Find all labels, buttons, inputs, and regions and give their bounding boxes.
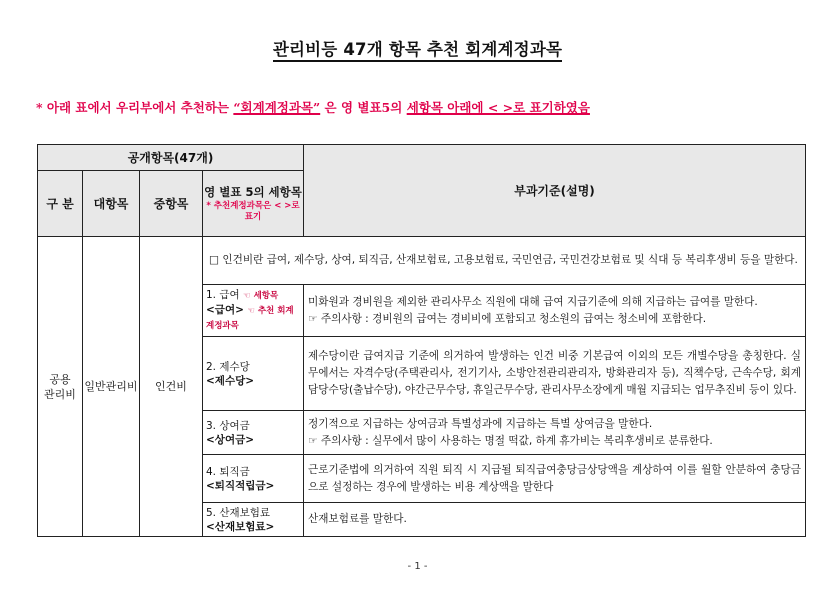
- subitem-label: 3. 상여금: [206, 419, 250, 432]
- notice-quoted: “회계계정과목”: [233, 100, 321, 115]
- cell-division: 공용 관리비: [38, 237, 83, 537]
- criteria-caution: ☞ 주의사항 : 경비원의 급여는 경비비에 포함되고 청소원의 급여는 청소비에 포함한다.: [308, 312, 707, 325]
- account-note: ☜ 추천 회계계정과목: [206, 306, 294, 331]
- notice-line: [36, 98, 826, 116]
- account-name: <산재보험료>: [206, 520, 275, 533]
- criteria-text: 산재보험료를 말한다.: [308, 513, 407, 525]
- criteria-cell: [304, 337, 806, 411]
- notice-prefix: * 아래 표에서 우리부에서 추천하는: [36, 100, 234, 115]
- account-name: <퇴직적립금>: [206, 479, 275, 492]
- subitem-label: 1. 급여: [206, 289, 240, 301]
- subitem-cell: [203, 337, 304, 411]
- header-subitem-note: * 추천계정과목은 < >로 표기: [206, 200, 300, 222]
- criteria-cell: [304, 411, 806, 455]
- header-division: 구 분: [38, 171, 83, 237]
- account-name: <급여>: [206, 304, 244, 316]
- account-name: <상여금>: [206, 433, 255, 446]
- criteria-cell: [304, 455, 806, 503]
- header-subitem: [203, 171, 304, 237]
- page-title: [0, 36, 835, 60]
- criteria-text: 미화원과 경비원을 제외한 관리사무소 직원에 대해 급여 지급기준에 의해 지급하는 급여를 말한다.: [308, 295, 758, 308]
- header-medium: 중항목: [140, 171, 203, 237]
- criteria-text: 제수당이란 급여지급 기준에 의거하여 발생하는 인건 비중 기본급여 이외의 모든 개별수당을 총칭한다. 실무에서는 자격수당(주택관리사, 전기기사, 소방안전관리관리자, 방화관리자 등), 직책수당, 근속수당, 회계담당수당(출납수당), 야간근무수당, 휴일근무수당, 관리사무소장에게 매월 지급되는 업무추진비 등이 있다.: [308, 350, 802, 396]
- criteria-text: 정기적으로 지급하는 상여금과 특별성과에 지급하는 특별 상여금을 말한다.: [308, 417, 653, 430]
- criteria-cell: [304, 285, 806, 337]
- header-criteria: 부과기준(설명): [304, 145, 806, 237]
- header-group: 공개항목(47개): [38, 145, 304, 171]
- subitem-note: ☜ 세항목: [243, 291, 279, 301]
- subitem-label: 2. 제수당: [206, 360, 250, 373]
- intro-row: □ 인건비란 급여, 제수당, 상여, 퇴직금, 산재보험료, 고용보험료, 국민연금, 국민건강보험료 및 식대 등 복리후생비 등을 말한다.: [203, 237, 806, 285]
- account-name: <제수당>: [206, 374, 255, 387]
- notice-middle: 은 영 별표5의: [320, 100, 407, 115]
- cell-medium: 인건비: [140, 237, 203, 537]
- title-text: 관리비등 47개 항목 추천 회계계정과목: [273, 40, 562, 62]
- subitem-cell: [203, 455, 304, 503]
- criteria-caution: ☞ 주의사항 : 실무에서 많이 사용하는 명절 떡값, 하계 휴가비는 복리후생비로 분류한다.: [308, 434, 713, 447]
- criteria-text: 근로기준법에 의거하여 직원 퇴직 시 지급될 퇴직급여충당금상당액을 계상하여 이를 월할 안분하여 충당금으로 설정하는 경우에 발생하는 비용 계상액을 말한다: [308, 463, 802, 493]
- header-subitem-title: 영 별표 5의 세항목: [204, 184, 302, 199]
- page-number: - 1 -: [407, 561, 428, 572]
- subitem-cell: [203, 411, 304, 455]
- cell-major: 일반관리비: [83, 237, 140, 537]
- header-major: 대항목: [83, 171, 140, 237]
- subitem-cell: [203, 285, 304, 337]
- criteria-cell: [304, 503, 806, 537]
- subitem-label: 4. 퇴직금: [206, 465, 250, 478]
- account-table: [37, 144, 806, 537]
- notice-emphasis: 세항목 아래에 < >로 표기하였음: [406, 100, 590, 115]
- subitem-label: 5. 산재보험료: [206, 506, 271, 519]
- subitem-cell: [203, 503, 304, 537]
